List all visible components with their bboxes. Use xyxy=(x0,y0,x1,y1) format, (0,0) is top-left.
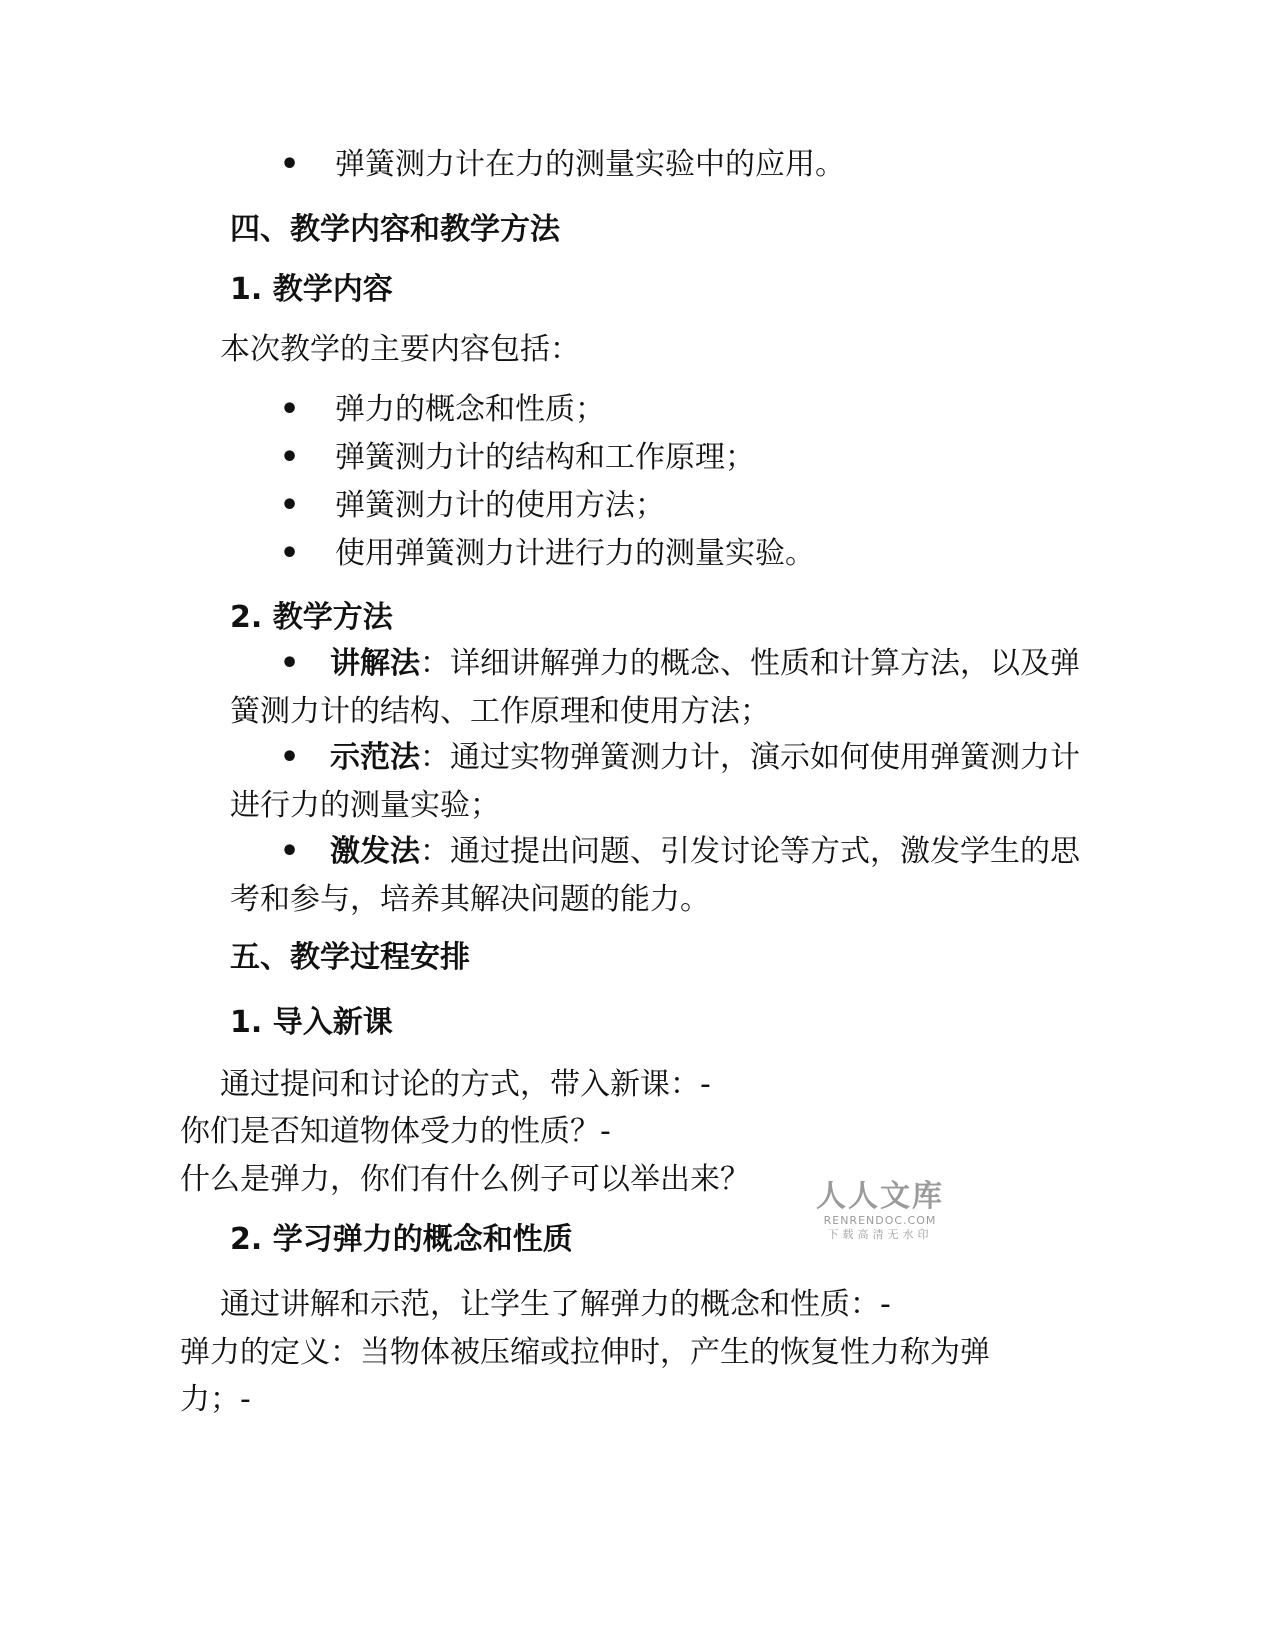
list-item-text: 弹簧测力计的使用方法； xyxy=(335,488,665,523)
bullet-icon: • xyxy=(280,440,300,475)
paragraph-line: 力；- xyxy=(180,1382,251,1417)
subsection-elasticity-heading: 2. 学习弹力的概念和性质 xyxy=(230,1222,573,1257)
watermark xyxy=(815,1180,945,1242)
method-description: ：详细讲解弹力的概念、性质和计算方法，以及弹簧测力计的结构、工作原理和使用方法； xyxy=(230,646,1080,729)
list-item-text: 弹簧测力计的结构和工作原理； xyxy=(335,440,755,475)
method-item xyxy=(230,640,1080,736)
paragraph-line: 你们是否知道物体受力的性质？- xyxy=(180,1114,611,1149)
bullet-icon: • xyxy=(280,834,300,869)
paragraph-line: 通过提问和讨论的方式，带入新课：- xyxy=(220,1067,711,1102)
subsection-teaching-content-heading: 1. 教学内容 xyxy=(230,272,393,307)
watermark-url: RENRENDOC.COM xyxy=(823,1214,937,1227)
section-5-heading: 五、教学过程安排 xyxy=(230,940,470,975)
subsection-teaching-methods-heading: 2. 教学方法 xyxy=(230,600,393,635)
method-term: 讲解法 xyxy=(330,646,420,681)
section-4-heading: 四、教学内容和教学方法 xyxy=(230,212,560,247)
method-term: 示范法 xyxy=(330,740,420,775)
method-description: ：通过提出问题、引发讨论等方式，激发学生的思考和参与，培养其解决问题的能力。 xyxy=(230,834,1080,917)
method-term: 激发法 xyxy=(330,834,420,869)
paragraph-line: 什么是弹力，你们有什么例子可以举出来？ xyxy=(180,1162,750,1197)
bullet-icon: • xyxy=(280,536,300,571)
watermark-slogan: 下载高清无水印 xyxy=(827,1228,933,1241)
method-item xyxy=(230,734,1080,830)
bullet-icon: • xyxy=(280,488,300,523)
method-description: ：通过实物弹簧测力计，演示如何使用弹簧测力计进行力的测量实验； xyxy=(230,740,1080,823)
method-item xyxy=(230,828,1080,924)
bullet-icon: • xyxy=(280,740,300,775)
list-item-text: 弹力的概念和性质； xyxy=(335,392,605,427)
bullet-icon: • xyxy=(280,646,300,681)
list-item-text: 使用弹簧测力计进行力的测量实验。 xyxy=(335,536,815,571)
content-intro: 本次教学的主要内容包括： xyxy=(220,332,580,367)
bullet-icon: • xyxy=(280,147,300,182)
subsection-intro-lesson-heading: 1. 导入新课 xyxy=(230,1005,393,1040)
list-item-text: 弹簧测力计在力的测量实验中的应用。 xyxy=(335,147,845,182)
paragraph-line: 通过讲解和示范，让学生了解弹力的概念和性质：- xyxy=(220,1287,891,1322)
watermark-logo: 人人文库 xyxy=(816,1179,944,1214)
bullet-icon: • xyxy=(280,392,300,427)
paragraph-line: 弹力的定义：当物体被压缩或拉伸时，产生的恢复性力称为弹 xyxy=(180,1335,990,1370)
